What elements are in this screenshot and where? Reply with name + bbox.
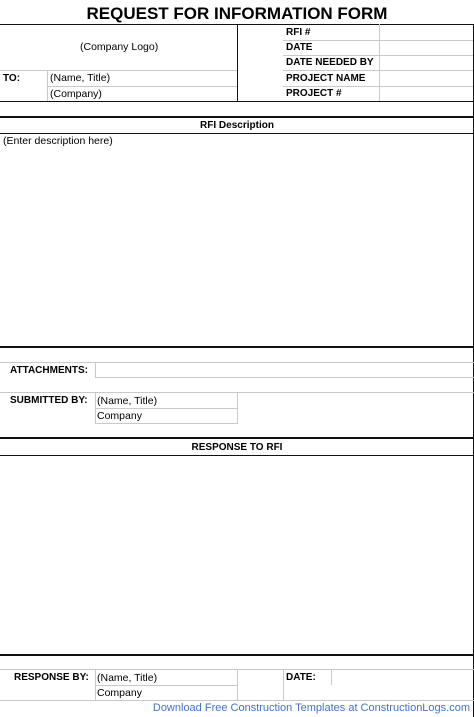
to-name-field[interactable]: (Name, Title) [50, 72, 111, 84]
row-line [95, 685, 238, 686]
project-name-label: PROJECT NAME [286, 73, 366, 84]
row-line [0, 700, 474, 701]
response-date-label: DATE: [286, 672, 316, 683]
row-line [95, 377, 474, 378]
attachments-label: ATTACHMENTS: [10, 365, 88, 376]
response-heading: RESPONSE TO RFI [191, 442, 283, 453]
description-field[interactable]: (Enter description here) [3, 135, 113, 147]
header-bottom-border [0, 101, 474, 102]
description-bottom-border [0, 346, 474, 348]
row-line [283, 40, 473, 41]
response-by-label: RESPONSE BY: [14, 672, 89, 683]
row-line [95, 423, 238, 424]
response-by-divider [95, 669, 96, 700]
rfi-description-heading: RFI Description [200, 120, 274, 131]
response-company-field[interactable]: Company [97, 687, 142, 699]
response-field[interactable] [1, 457, 472, 652]
response-date-field[interactable] [332, 670, 472, 684]
response-name-field[interactable]: (Name, Title) [97, 672, 158, 684]
date-label: DATE [286, 42, 313, 53]
to-divider [47, 70, 48, 101]
response-by-divider [283, 669, 284, 700]
to-company-field[interactable]: (Company) [50, 88, 102, 100]
description-top-border [0, 116, 474, 118]
attachments-field[interactable] [96, 363, 472, 377]
submitted-by-label: SUBMITTED BY: [10, 395, 88, 406]
date-needed-label: DATE NEEDED BY [286, 57, 374, 68]
footer-download-link[interactable]: Download Free Construction Templates at ConstructionLogs.com [152, 702, 470, 714]
to-label: TO: [3, 73, 21, 84]
response-top-border [0, 437, 474, 439]
form-title: REQUEST FOR INFORMATION FORM [86, 4, 388, 23]
submitted-company-field[interactable]: Company [97, 410, 142, 422]
header-divider [237, 24, 238, 102]
row-line [95, 408, 238, 409]
company-logo-placeholder: (Company Logo) [80, 41, 159, 53]
description-heading-border [0, 133, 474, 134]
response-bottom-border [0, 654, 474, 656]
submitted-divider [95, 392, 96, 423]
response-heading-border [0, 455, 474, 456]
row-line [47, 86, 237, 87]
project-number-label: PROJECT # [286, 88, 342, 99]
rfi-number-label: RFI # [286, 27, 311, 38]
row-line [0, 70, 237, 71]
submitted-name-field[interactable]: (Name, Title) [97, 395, 158, 407]
row-line [283, 86, 473, 87]
submitted-divider [237, 392, 238, 423]
row-line [283, 70, 473, 71]
row-line [283, 55, 473, 56]
header-value-divider [379, 24, 380, 102]
response-by-divider [237, 669, 238, 700]
